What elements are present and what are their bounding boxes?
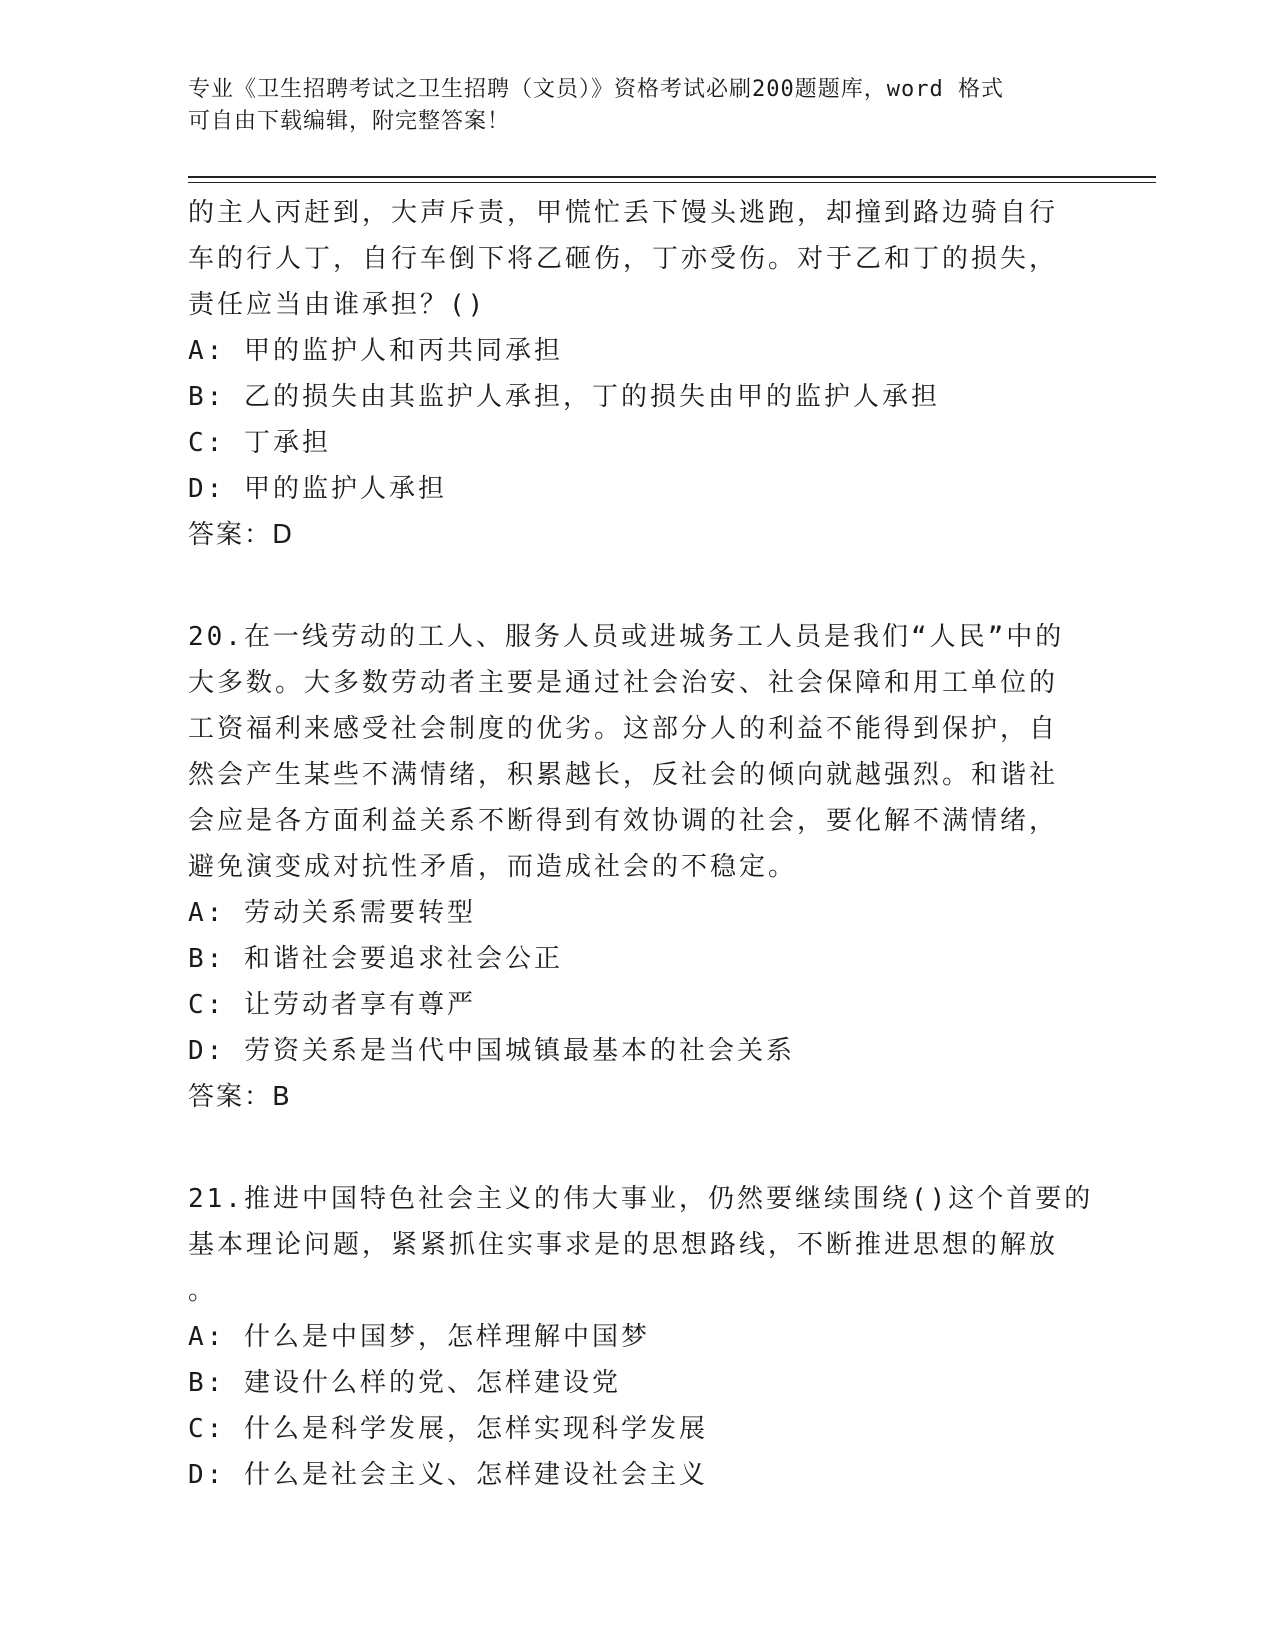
question-list (188, 190, 1094, 1498)
option-d: D: 甲的监护人承担 (188, 474, 447, 504)
option-b: B: 和谐社会要追求社会公正 (188, 944, 563, 974)
option-d: D: 什么是社会主义、怎样建设社会主义 (188, 1460, 708, 1490)
option-b: B: 乙的损失由其监护人承担，丁的损失由甲的监护人承担 (188, 382, 940, 412)
question-19 (188, 190, 1088, 558)
option-a: A: 劳动关系需要转型 (188, 898, 476, 928)
question-20 (188, 614, 1088, 1120)
question-text-line: 避免演变成对抗性矛盾，而造成社会的不稳定。 (188, 852, 798, 882)
answer-label: 答案：D (188, 520, 295, 550)
question-text-line: 车的行人丁，自行车倒下将乙砸伤，丁亦受伤。对于乙和丁的损失， (188, 244, 1059, 274)
question-text-line: 20.在一线劳动的工人、服务人员或进城务工人员是我们“人民”中的 (188, 622, 1065, 652)
option-c: C: 丁承担 (188, 428, 331, 458)
header-title-line-2: 可自由下载编辑，附完整答案！ (188, 109, 511, 134)
option-a: A: 甲的监护人和丙共同承担 (188, 336, 563, 366)
option-c: C: 什么是科学发展，怎样实现科学发展 (188, 1414, 708, 1444)
answer-label: 答案：B (188, 1082, 292, 1112)
question-text-line: 基本理论问题，紧紧抓住实事求是的思想路线，不断推进思想的解放 (188, 1230, 1059, 1260)
question-text-line: 。 (188, 1276, 218, 1306)
question-text-line: 会应是各方面利益关系不断得到有效协调的社会，要化解不满情绪， (188, 806, 1059, 836)
header-title-line-1: 专业《卫生招聘考试之卫生招聘（文员）》资格考试必刷200题题库，word 格式 (188, 77, 1004, 102)
header-divider-thick (188, 176, 1156, 178)
option-a: A: 什么是中国梦，怎样理解中国梦 (188, 1322, 650, 1352)
option-b: B: 建设什么样的党、怎样建设党 (188, 1368, 621, 1398)
question-text-line: 工资福利来感受社会制度的优劣。这部分人的利益不能得到保护，自 (188, 714, 1059, 744)
option-d: D: 劳资关系是当代中国城镇最基本的社会关系 (188, 1036, 795, 1066)
question-text-line: 大多数。大多数劳动者主要是通过社会治安、社会保障和用工单位的 (188, 668, 1059, 698)
question-text-line: 责任应当由谁承担？() (188, 290, 487, 320)
question-text-line: 21.推进中国特色社会主义的伟大事业，仍然要继续围绕()这个首要的 (188, 1184, 1094, 1214)
option-c: C: 让劳动者享有尊严 (188, 990, 476, 1020)
question-text-line: 的主人丙赶到，大声斥责，甲慌忙丢下馒头逃跑，却撞到路边骑自行 (188, 198, 1059, 228)
question-21 (188, 1176, 1094, 1498)
spacer (188, 1120, 1088, 1176)
page-header (188, 74, 1088, 138)
question-text-line: 然会产生某些不满情绪，积累越长，反社会的倾向就越强烈。和谐社 (188, 760, 1059, 790)
spacer (188, 558, 1088, 614)
header-divider-thin (188, 182, 1156, 183)
